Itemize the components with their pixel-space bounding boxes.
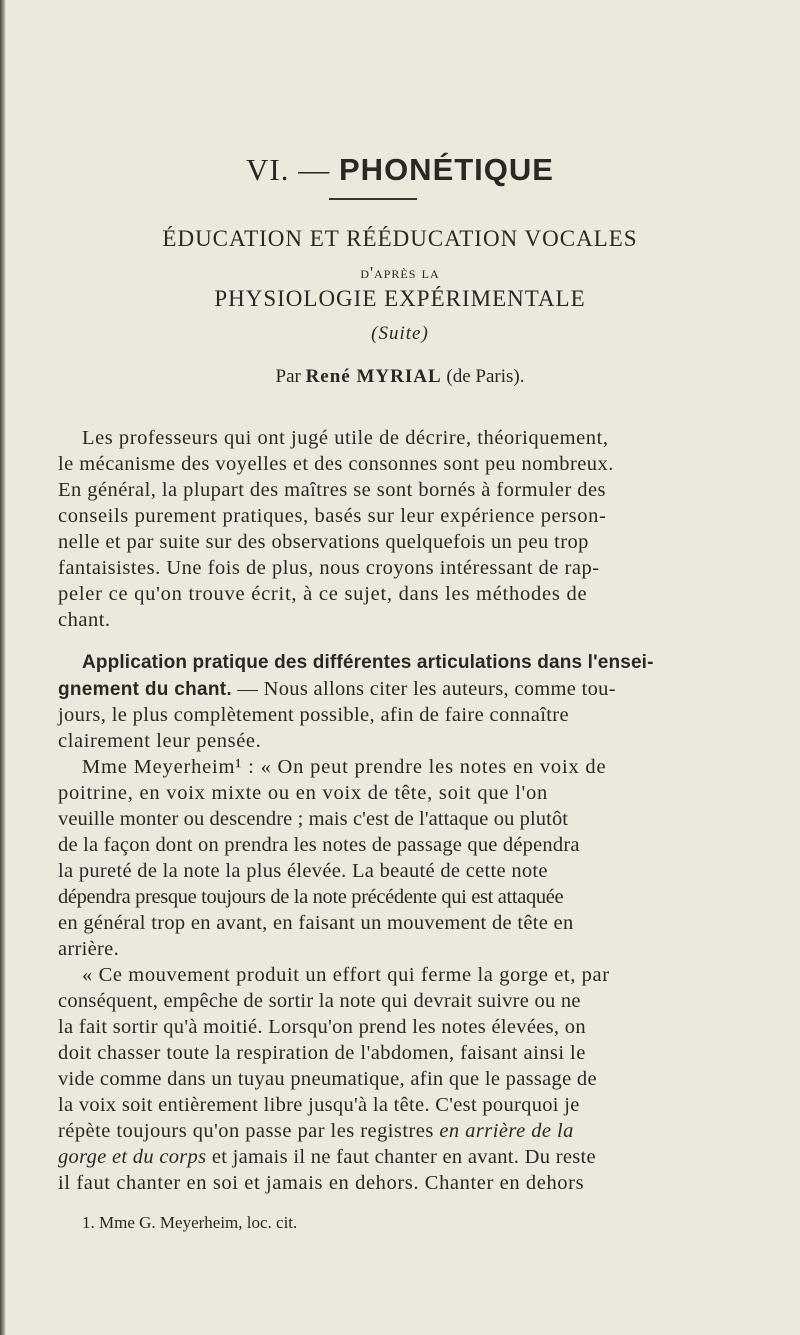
text-line: fantaisistes. Une fois de plus, nous croyons intéressant de rap- (58, 557, 600, 579)
text-line: clairement leur pensée. (58, 730, 262, 752)
text-line (58, 1118, 574, 1144)
text-segment: — Nous allons citer les auteurs, comme tou- (232, 678, 616, 700)
text-line: En général, la plupart des maîtres se sont bornés à formuler des (58, 479, 606, 501)
text-line: conseils purement pratiques, basés sur leur expérience person- (58, 505, 607, 527)
footnote: 1. Mme G. Meyerheim, loc. cit. (82, 1213, 298, 1232)
emphasis-text: gorge et du corps (58, 1146, 207, 1168)
text-line: vide comme dans un tuyau pneumatique, afin que le passage de (58, 1068, 597, 1090)
text-line: la voix soit entièrement libre jusqu'à la tête. C'est pourquoi je (58, 1094, 580, 1116)
text-line: en général trop en avant, en faisant un mouvement de tête en (58, 912, 574, 934)
section-heading (0, 152, 800, 188)
page-edge (0, 0, 6, 1335)
text-line (58, 676, 616, 703)
text-segment: répète toujours qu'on passe par les registres (58, 1120, 440, 1142)
byline-prefix: Par (275, 366, 306, 387)
text-line: la pureté de la note la plus élevée. La beauté de cette note (58, 860, 548, 882)
heading-rule (329, 198, 417, 200)
byline-author: René MYRIAL (305, 366, 442, 387)
byline (0, 366, 800, 388)
article-title-line-2: d'après la (360, 263, 440, 282)
text-line: nelle et par suite sur des observations quelquefois un peu trop (58, 531, 589, 553)
article-subtitle: (Suite) (371, 323, 429, 344)
text-line: veuille monter ou descendre ; mais c'est de l'attaque ou plutôt (58, 808, 569, 830)
text-line: chant. (58, 609, 111, 631)
article-title-line-1: ÉDUCATION ET RÉÉDUCATION VOCALES (162, 226, 638, 251)
article-title-line-3: PHYSIOLOGIE EXPÉRIMENTALE (214, 286, 586, 311)
text-line: Mme Meyerheim¹ : « On peut prendre les notes en voix de (82, 756, 607, 778)
text-line: conséquent, empêche de sortir la note qui devrait suivre ou ne (58, 990, 581, 1012)
text-line (58, 1144, 596, 1170)
byline-suffix: (de Paris). (441, 366, 525, 387)
section-numeral: VI. — (246, 152, 339, 187)
text-line: arrière. (58, 938, 119, 960)
text-line: doit chasser toute la respiration de l'abdomen, faisant ainsi le (58, 1042, 586, 1064)
text-line: dépendra presque toujours de la note précédente qui est attaquée (58, 886, 564, 908)
subheading-line: Application pratique des différentes articulations dans l'ensei- (82, 652, 654, 673)
text-line: Les professeurs qui ont jugé utile de décrire, théoriquement, (82, 427, 609, 449)
text-line: la fait sortir qu'à moitié. Lorsqu'on prend les notes élevées, on (58, 1016, 586, 1038)
text-line: de la façon dont on prendra les notes de passage que dépendra (58, 834, 580, 856)
subheading-end: gnement du chant. (58, 679, 232, 700)
text-line: « Ce mouvement produit un effort qui ferme la gorge et, par (82, 964, 610, 986)
text-segment: et jamais il ne faut chanter en avant. Du reste (206, 1146, 596, 1168)
emphasis-text: en arrière de la (439, 1120, 574, 1142)
text-line: il faut chanter en soi et jamais en dehors. Chanter en dehors (58, 1172, 585, 1194)
text-line: le mécanisme des voyelles et des consonnes sont peu nombreux. (58, 453, 614, 475)
text-line: poitrine, en voix mixte ou en voix de tête, soit que l'on (58, 782, 548, 804)
section-label: PHONÉTIQUE (339, 152, 554, 187)
text-line: jours, le plus complètement possible, afin de faire connaître (58, 704, 569, 726)
text-line: peler ce qu'on trouve écrit, à ce sujet, dans les méthodes de (58, 583, 588, 605)
